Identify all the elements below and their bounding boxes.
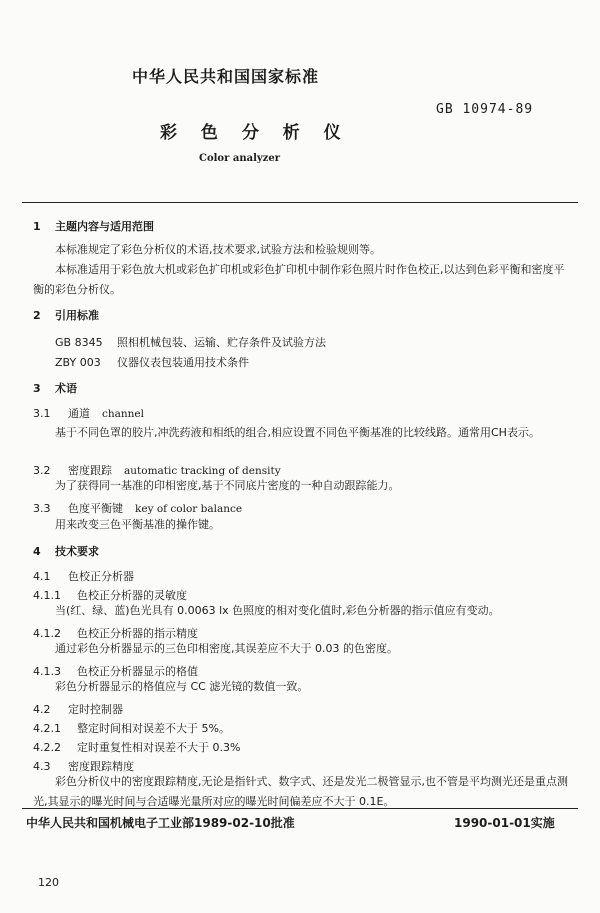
standard-code: GB 10974-89 (436, 102, 534, 117)
reference-text: 仪器仪表包装通用技术条件 (117, 356, 249, 369)
item-title: 色校正分析器的指示精度 (77, 627, 198, 640)
item-4-2 (33, 701, 123, 717)
reference-code: ZBY 003 (55, 356, 101, 369)
section-number: 1 (33, 220, 41, 233)
item-title: 定时控制器 (68, 703, 123, 716)
item-number: 4.1.3 (33, 665, 61, 678)
item-number: 4.3 (33, 760, 51, 773)
item-title: 色校正分析器 (68, 570, 134, 583)
section-title: 技术要求 (55, 545, 99, 558)
term-english: key of color balance (135, 503, 243, 515)
top-rule (22, 202, 578, 203)
item-4-1 (33, 568, 134, 584)
term-english: automatic tracking of density (124, 465, 281, 477)
section-1-paragraph-2: 本标准适用于彩色放大机或彩色扩印机或彩色扩印机中制作彩色照片时作色校正,以达到色彩平衡和密度平衡的彩色分析仪。 (33, 263, 565, 296)
item-number: 4.1.1 (33, 589, 61, 602)
item-number: 4.2.2 (33, 741, 61, 754)
item-number: 4.1.2 (33, 627, 61, 640)
page-number: 120 (38, 876, 59, 889)
term-number: 3.2 (33, 464, 51, 477)
item-title: 色校正分析器显示的格值 (77, 665, 198, 678)
national-standard-heading: 中华人民共和国国家标准 (132, 67, 320, 86)
document-title: 彩 色 分 析 仪 (160, 123, 350, 143)
reference-code: GB 8345 (55, 336, 103, 349)
section-number: 3 (33, 382, 41, 395)
term-3-3-description: 用来改变三色平衡基准的操作键。 (55, 518, 220, 531)
item-4-1-2-description: 通过彩色分析器显示的三色印相密度,其误差应不大于 0.03 的色密度。 (55, 642, 398, 655)
section-3-heading (33, 380, 77, 396)
item-4-2-1 (33, 720, 230, 736)
item-4-2-2 (33, 739, 240, 755)
term-name: 色度平衡键 (68, 502, 123, 515)
term-english: channel (102, 408, 144, 420)
document-title-en: Color analyzer (199, 153, 280, 164)
term-3-1-description: 基于不同色罩的胶片,冲洗药液和相纸的组合,相应设置不同色平衡基准的比较线路。通常用CH表示。 (55, 426, 540, 439)
item-title: 密度跟踪精度 (68, 760, 134, 773)
item-title: 色校正分析器的灵敏度 (77, 589, 187, 602)
approval-line: 中华人民共和国机械电子工业部1989-02-10批准 (26, 816, 295, 830)
reference-text: 照相机械包装、运输、贮存条件及试验方法 (117, 336, 326, 349)
item-4-3-description: 彩色分析仪中的密度跟踪精度,无论是指针式、数字式、还是发光二极管显示,也不管是平均测光还是重点测光,其显示的曝光时间与合适曝光量所对应的曝光时间偏差应不大于 0.1E。 (33, 775, 568, 808)
bottom-rule (22, 808, 578, 809)
item-number: 4.2 (33, 703, 51, 716)
section-title: 主题内容与适用范围 (55, 220, 154, 233)
term-name: 通道 (68, 407, 90, 420)
section-title: 术语 (55, 382, 77, 395)
effective-date: 1990-01-01实施 (454, 816, 555, 830)
term-number: 3.1 (33, 407, 51, 420)
item-4-1-1-description: 当(红、绿、蓝)色光具有 0.0063 lx 色照度的相对变化值时,彩色分析器的指示值应有变动。 (55, 604, 500, 617)
item-number: 4.2.1 (33, 722, 61, 735)
item-title: 整定时间相对误差不大于 5%。 (77, 722, 230, 735)
section-4-heading (33, 543, 99, 559)
item-title: 定时重复性相对误差不大于 0.3% (77, 741, 241, 754)
reference-item (55, 354, 249, 370)
section-2-heading (33, 307, 99, 323)
item-4-1-3-description: 彩色分析器显示的格值应与 CC 滤光镜的数值一致。 (55, 680, 309, 693)
term-3-3 (33, 500, 242, 516)
term-number: 3.3 (33, 502, 51, 515)
term-3-2-description: 为了获得同一基准的印相密度,基于不同底片密度的一种自动跟踪能力。 (55, 479, 400, 492)
section-1-paragraph-1: 本标准规定了彩色分析仪的术语,技术要求,试验方法和检验规则等。 (55, 243, 381, 256)
term-name: 密度跟踪 (68, 464, 112, 477)
term-3-1 (33, 405, 144, 421)
section-number: 4 (33, 545, 41, 558)
section-1-heading (33, 218, 154, 234)
section-title: 引用标准 (55, 309, 99, 322)
reference-item (55, 334, 326, 350)
item-number: 4.1 (33, 570, 51, 583)
section-number: 2 (33, 309, 41, 322)
